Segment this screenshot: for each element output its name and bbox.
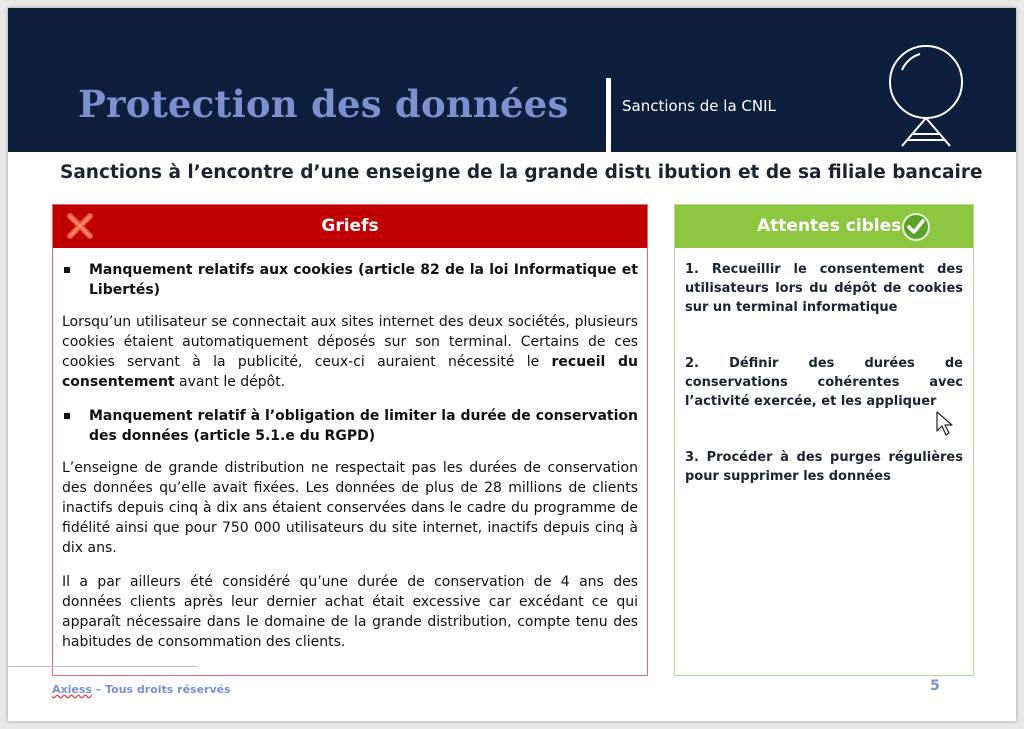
green-check-icon — [901, 212, 931, 242]
slide — [8, 8, 1016, 721]
bullet-text: Manquement relatif à l’obligation de limiter la durée de conservation des données (article 5.1.e du RGPD) — [89, 408, 638, 444]
paragraph-emphasis: recueil du consentement — [62, 354, 638, 390]
griefs-title: Griefs — [321, 216, 379, 236]
bullet-marker — [64, 413, 70, 419]
footer-divider — [8, 666, 198, 667]
list-item: 2. Définir des durées de conservations cohérentes avec l’activité exercée, et les appliquer — [685, 356, 963, 409]
header-banner — [8, 8, 1016, 152]
paragraph: L’enseigne de grande distribution ne respectait pas les durées de conservation des données qu’elle avait fixées. Les données de plus de 28 millions de clients inactifs depuis cinq à dix ans étaient conservées dans le cadre du programme de fidélité ainsi que pour 750 000 utilisateurs du site internet, inactifs depuis cinq à dix ans. — [62, 460, 638, 556]
mouse-pointer-icon — [936, 411, 954, 437]
header-divider — [606, 78, 611, 152]
paragraph: Il a par ailleurs été considéré qu’une durée de conservation de 4 ans des données clients après leur dernier achat était excessive car excédant ce qui apparaît nécessaire dans le domaine de la grande distribution, compte tenu des habitudes de consommation des clients. — [62, 574, 638, 650]
griefs-header — [53, 205, 647, 248]
list-item: 1. Recueillir le consentement des utilisateurs lors du dépôt de cookies sur un terminal informatique — [685, 262, 963, 315]
footer-copyright — [52, 683, 231, 696]
list-item — [62, 260, 638, 300]
footer-rights: – Tous droits réservés — [91, 683, 231, 696]
griefs-content — [62, 260, 638, 666]
paragraph — [62, 312, 638, 392]
attentes-panel — [674, 204, 974, 676]
attentes-title: Attentes cibles — [757, 216, 902, 236]
list-item — [62, 406, 638, 446]
griefs-panel — [52, 204, 648, 676]
bullet-marker — [64, 267, 70, 273]
section-label: Sanctions de la CNIL — [622, 97, 776, 115]
paragraph-text: avant le dépôt. — [174, 374, 286, 390]
list-item: 3. Procéder à des purges régulières pour supprimer les données — [685, 450, 963, 484]
slide-subtitle: Sanctions à l’encontre d’une enseigne de la grande distι ibution et de sa filiale bancaire — [60, 162, 983, 183]
page-title: Protection des données — [78, 82, 569, 126]
page-number: 5 — [930, 678, 940, 694]
circle-tower-logo-icon — [882, 42, 972, 148]
bullet-text: Manquement relatifs aux cookies (article 82 de la loi Informatique et Libertés) — [89, 262, 638, 298]
paragraph-text: Lorsqu’un utilisateur se connectait aux sites internet des deux sociétés, plusieurs cookies étaient automatiquement déposés sur son terminal. Certains de ces cookies servant à la publicité, ceux-ci auraient nécessité le — [62, 314, 638, 370]
footer-brand: Axiess — [52, 683, 92, 696]
attentes-header — [675, 205, 973, 248]
